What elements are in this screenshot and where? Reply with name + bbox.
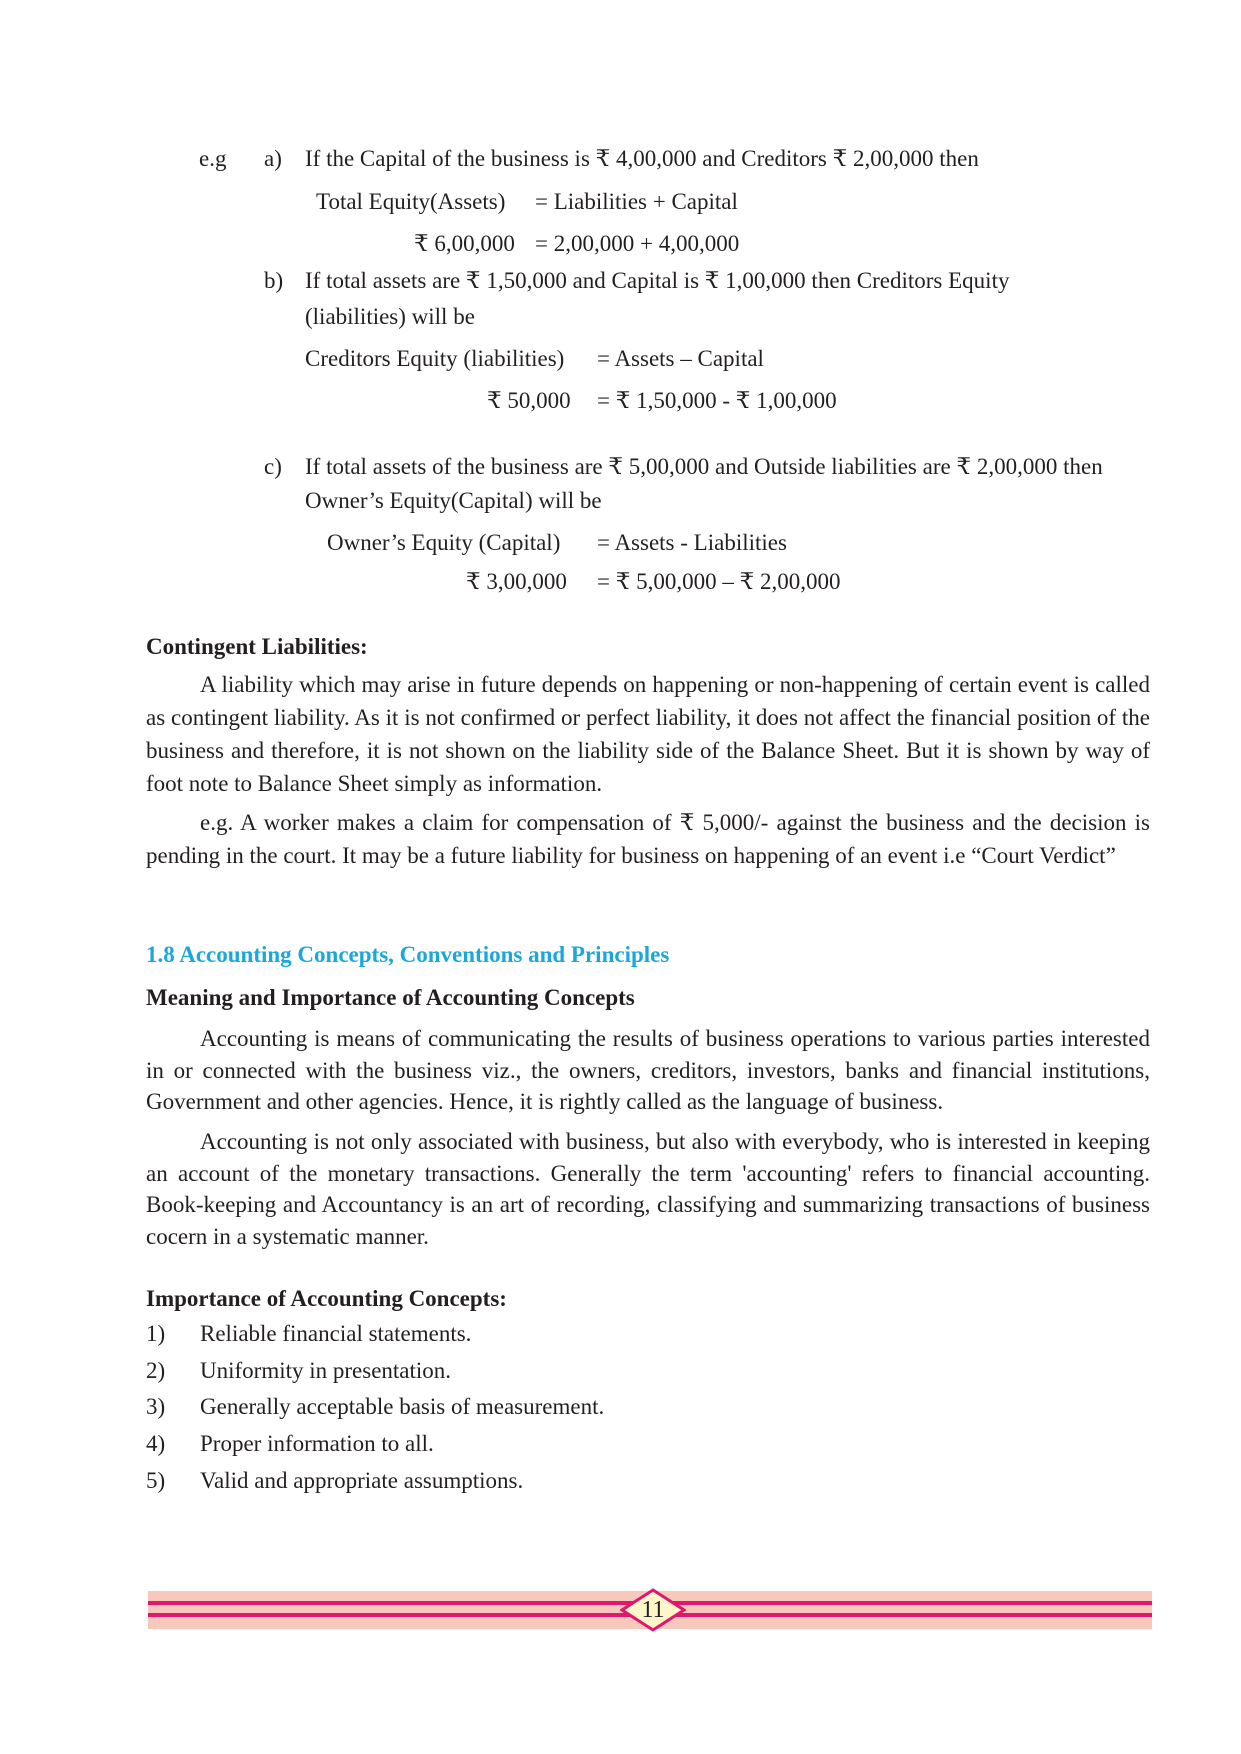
list-item-number: 4) <box>146 1431 166 1456</box>
example-b-eq1-lhs: Creditors Equity (liabilities) <box>305 346 565 371</box>
example-label: e.g <box>199 146 227 171</box>
section-paragraph-1: Accounting is means of communicating the results of business operations to various parties interested in or connected with the business viz., the owners, creditors, investors, banks and financial institutions, Government and other agencies. Hence, it is rightly called as the language of business. <box>146 1026 1150 1114</box>
list-item-number: 1) <box>146 1321 166 1346</box>
section-subheading: Meaning and Importance of Accounting Concepts <box>146 985 635 1010</box>
section-title: 1.8 Accounting Concepts, Conventions and Principles <box>146 942 670 967</box>
example-c-statement-line2: Owner’s Equity(Capital) will be <box>305 488 602 513</box>
example-b-statement-line2: (liabilities) will be <box>305 304 475 329</box>
list-item: Valid and appropriate assumptions. <box>200 1468 524 1493</box>
list-item: Uniformity in presentation. <box>200 1358 452 1383</box>
example-a-eq1-lhs: Total Equity(Assets) <box>316 189 506 214</box>
contingent-heading: Contingent Liabilities: <box>146 634 368 659</box>
section-paragraph-2: Accounting is not only associated with business, but also with everybody, who is interested in keeping an account of the monetary transactions. Generally the term 'accounting' refers to financial accounting. Book-keeping and Accountancy is an art of recording, classifying and summarizing transactions of business cocern in a systematic manner. <box>146 1129 1150 1249</box>
example-b-statement-line1: If total assets are ₹ 1,50,000 and Capital is ₹ 1,00,000 then Creditors Equity <box>305 268 1010 293</box>
example-c-statement-line1: If total assets of the business are ₹ 5,00,000 and Outside liabilities are ₹ 2,00,000 then <box>305 454 1103 479</box>
page-number: 11 <box>641 1597 665 1623</box>
example-a-statement: If the Capital of the business is ₹ 4,00,000 and Creditors ₹ 2,00,000 then <box>305 146 979 171</box>
list-item-number: 2) <box>146 1358 166 1383</box>
list-item: Reliable financial statements. <box>200 1321 472 1346</box>
example-a-eq2-lhs: ₹ 6,00,000 <box>414 231 515 256</box>
list-item: Proper information to all. <box>200 1431 434 1456</box>
example-a-eq2-rhs: = 2,00,000 + 4,00,000 <box>535 231 740 256</box>
list-item-number: 3) <box>146 1394 166 1419</box>
example-c-eq2-rhs: = ₹ 5,00,000 – ₹ 2,00,000 <box>597 569 841 594</box>
example-a-marker: a) <box>264 146 282 171</box>
example-c-marker: c) <box>264 454 282 479</box>
example-a-eq1-rhs: = Liabilities + Capital <box>535 189 738 214</box>
example-c-eq2-lhs: ₹ 3,00,000 <box>466 569 567 594</box>
example-c-eq1-lhs: Owner’s Equity (Capital) <box>327 530 561 555</box>
example-b-eq1-rhs: = Assets – Capital <box>597 346 764 371</box>
example-b-eq2-rhs: = ₹ 1,50,000 - ₹ 1,00,000 <box>597 388 837 413</box>
importance-heading: Importance of Accounting Concepts: <box>146 1286 507 1311</box>
list-item-number: 5) <box>146 1468 166 1493</box>
example-c-eq1-rhs: = Assets - Liabilities <box>597 530 787 555</box>
contingent-paragraph: A liability which may arise in future depends on happening or non-happening of certain event is called as contingent liability. As it is not confirmed or perfect liability, it does not affect the financial position of the business and therefore, it is not shown on the liability side of the Balance Sheet. But it is shown by way of foot note to Balance Sheet simply as information. <box>146 672 1150 796</box>
list-item: Generally acceptable basis of measurement. <box>200 1394 605 1419</box>
example-b-marker: b) <box>264 268 284 293</box>
example-b-eq2-lhs: ₹ 50,000 <box>487 388 571 413</box>
contingent-example-paragraph: e.g. A worker makes a claim for compensation of ₹ 5,000/- against the business and the decision is pending in the court. It may be a future liability for business on happening of an event i.e “Court Verdict” <box>146 810 1150 868</box>
